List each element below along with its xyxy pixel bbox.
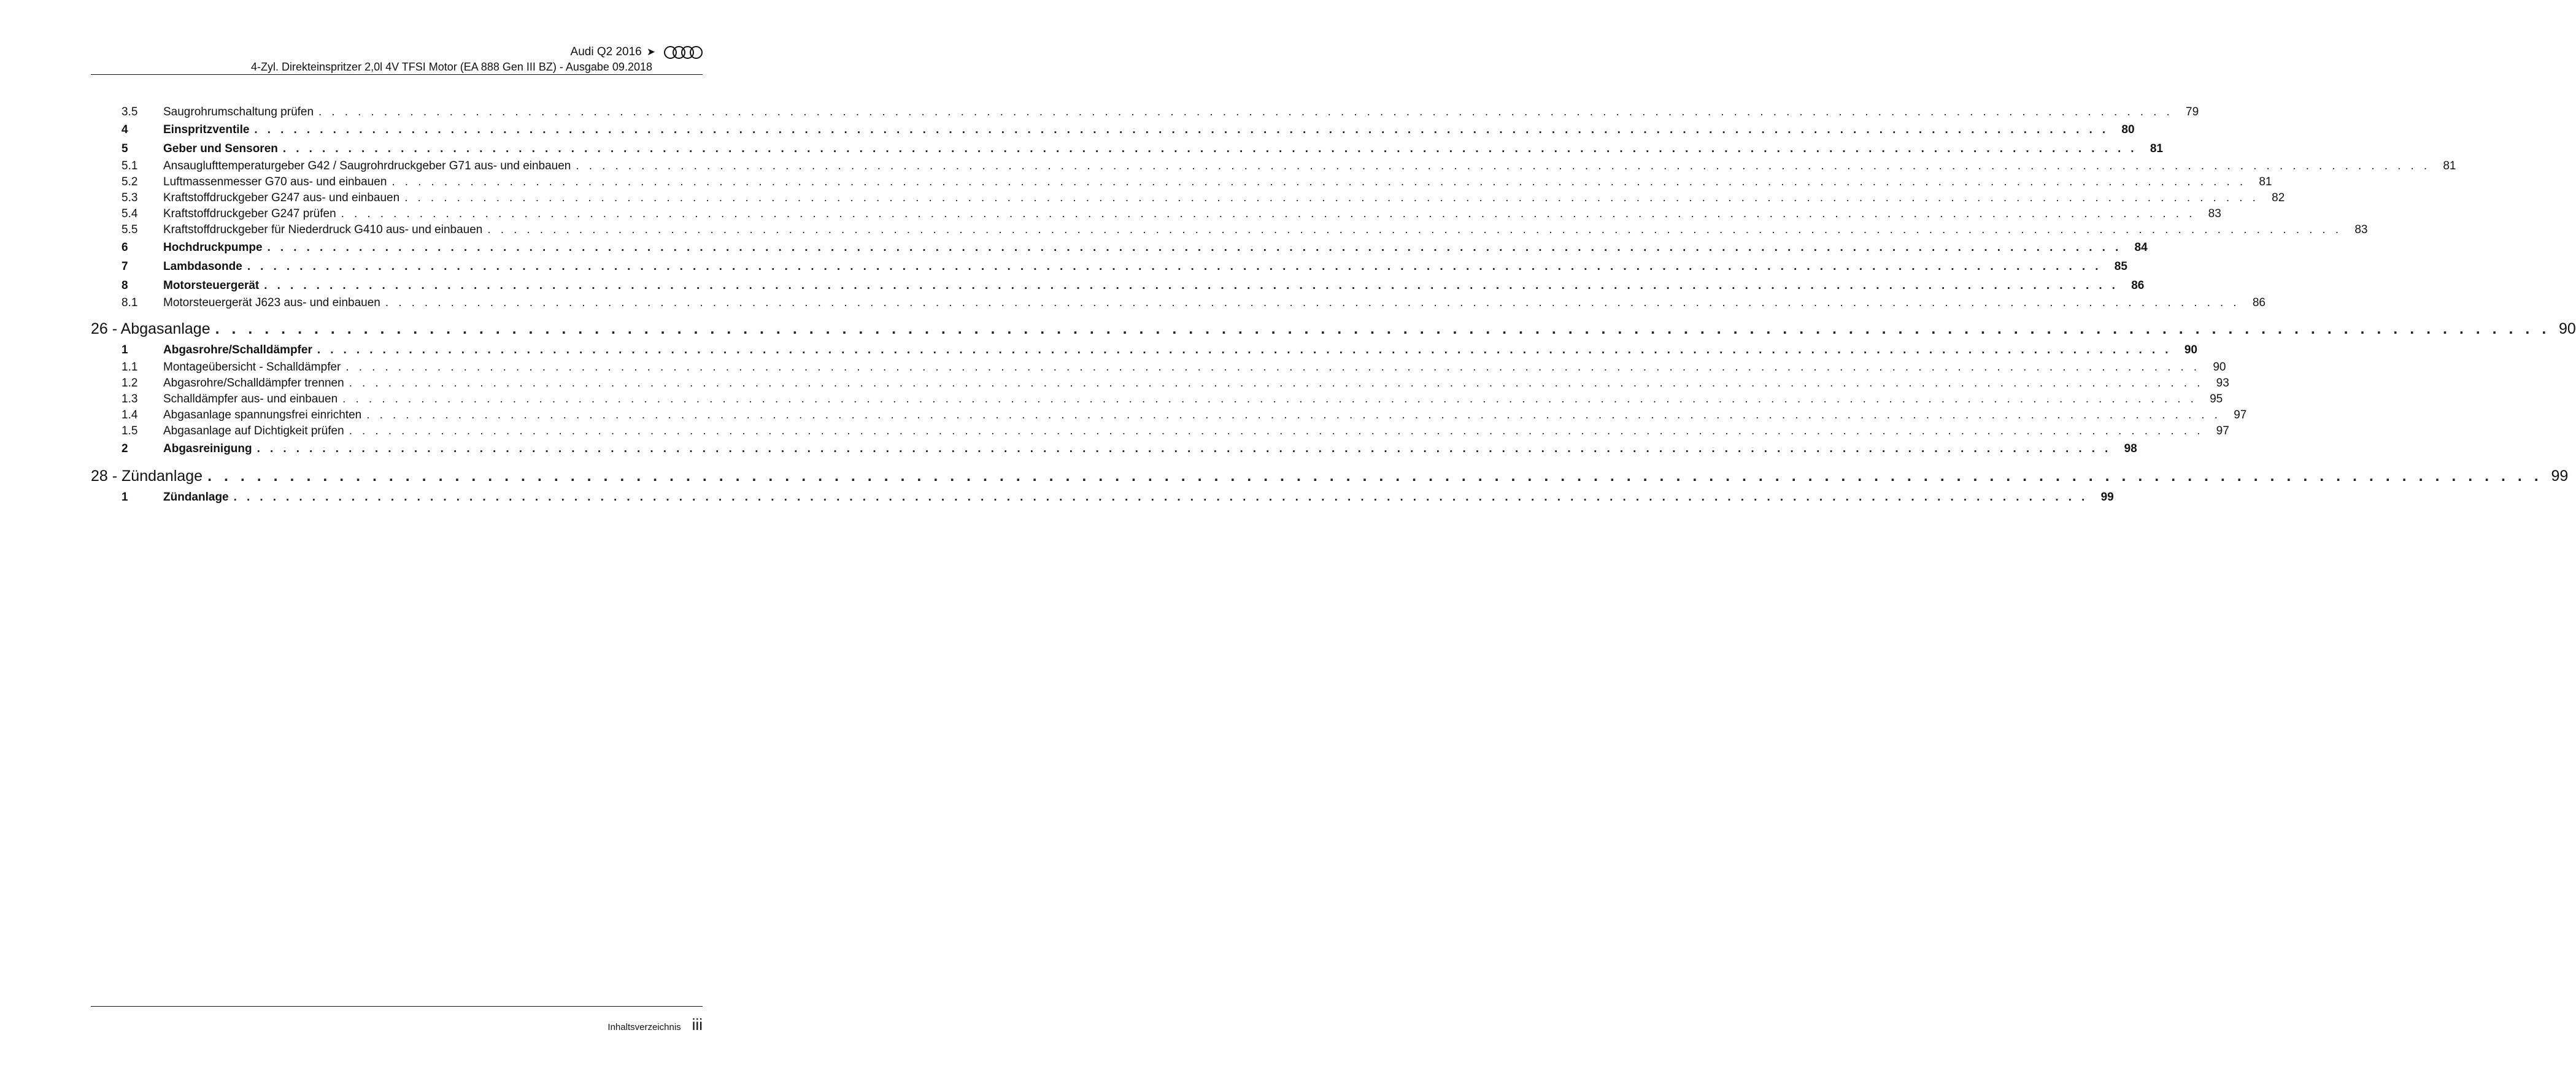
toc-subsection-row[interactable] bbox=[91, 409, 2247, 425]
toc-leader-dots: . . . . . . . . . . . . . . . . . . . . . . . . . . . . . . . . . . . . . . . . . . . . . . . . . . . . . . . . . . . . . . . . . . . . . . . . . . . . . . . . . . . . . . . . . . . . . . . . . . . . . . . . . . . . . . . . . . . . . . . . . . . . . . . . . . . . . . . . . . . . . . bbox=[318, 106, 2173, 118]
toc-entry-page[interactable]: 90 bbox=[2184, 344, 2197, 356]
toc-entry-page[interactable]: 99 bbox=[2551, 467, 2569, 485]
footer-section-label: Inhaltsverzeichnis bbox=[607, 1022, 681, 1032]
toc-entry-number: 5.5 bbox=[121, 223, 138, 236]
toc-entry-page[interactable]: 86 bbox=[2252, 296, 2266, 309]
toc-entry-page[interactable]: 82 bbox=[2272, 191, 2285, 204]
table-of-contents bbox=[91, 106, 2576, 508]
toc-entry-page[interactable]: 90 bbox=[2213, 361, 2226, 374]
toc-entry-number: 5.2 bbox=[121, 175, 138, 188]
toc-entry-title[interactable]: Abgasrohre/Schalldämpfer trennen bbox=[163, 377, 344, 390]
toc-entry-page[interactable]: 97 bbox=[2216, 425, 2229, 437]
toc-entry-page[interactable]: 84 bbox=[2134, 241, 2148, 254]
toc-entry-title[interactable]: Abgasrohre/Schalldämpfer bbox=[163, 344, 312, 356]
toc-subsection-row[interactable] bbox=[91, 296, 2266, 312]
toc-entry-title[interactable]: Abgasanlage auf Dichtigkeit prüfen bbox=[163, 425, 344, 437]
toc-subsection-row[interactable] bbox=[91, 175, 2272, 191]
toc-entry-title[interactable]: Schalldämpfer aus- und einbauen bbox=[163, 393, 338, 405]
toc-leader-dots: . . . . . . . . . . . . . . . . . . . . . . . . . . . . . . . . . . . . . . . . . . . . . . . . . . . . . . . . . . . . . . . . . . . . . . . . . . . . . . . . . . . . . . . . . . . . . . . . . . . . . . . . . . . . . . . . . . . . . . . . . . . . . . . . . . . . . . . . . . . . . . bbox=[317, 344, 2172, 356]
toc-leader-dots: . . . . . . . . . . . . . . . . . . . . . . . . . . . . . . . . . . . . . . . . . . . . . . . . . . . . . . . . . . . . . . . . . . . . . . . . . . . . . . . . . . . . . . . . . . . . . . . . . . . . . . . . . . . . . . . . . . . . . . . . . . . . . . . . . . . . . . . . . . . . . . bbox=[215, 320, 2550, 337]
document-subtitle: 4-Zyl. Direkteinspritzer 2,0l 4V TFSI Motor (EA 888 Gen III BZ) - Ausgabe 09.2018 bbox=[251, 61, 652, 73]
page-footer bbox=[607, 1015, 703, 1034]
toc-entry-title[interactable]: Kraftstoffdruckgeber für Niederdruck G410 aus- und einbauen bbox=[163, 223, 483, 236]
toc-entry-title[interactable]: Geber und Sensoren bbox=[163, 142, 278, 155]
footer-page-number: iii bbox=[692, 1015, 703, 1034]
toc-subsection-row[interactable] bbox=[91, 425, 2229, 440]
header-divider bbox=[91, 74, 703, 75]
toc-subsection-row[interactable] bbox=[91, 191, 2285, 207]
toc-entry-title[interactable]: Einspritzventile bbox=[163, 123, 250, 136]
toc-leader-dots: . . . . . . . . . . . . . . . . . . . . . . . . . . . . . . . . . . . . . . . . . . . . . . . . . . . . . . . . . . . . . . . . . . . . . . . . . . . . . . . . . . . . . . . . . . . . . . . . . . . . . . . . . . . . . . . . . . . . . . . . . . . . . . . . . . . . . . . . . . . . . . bbox=[366, 409, 2221, 421]
toc-entry-number: 4 bbox=[121, 123, 128, 136]
toc-entry-number: 3.5 bbox=[121, 106, 138, 118]
toc-entry-title[interactable]: Kraftstoffdruckgeber G247 aus- und einbauen bbox=[163, 191, 400, 204]
toc-chapter-row[interactable] bbox=[91, 459, 2569, 489]
toc-entry-title[interactable]: Luftmassenmesser G70 aus- und einbauen bbox=[163, 175, 387, 188]
toc-entry-number: 1.5 bbox=[121, 425, 138, 437]
toc-entry-page[interactable]: 98 bbox=[2124, 442, 2137, 455]
audi-rings-icon bbox=[664, 45, 703, 60]
toc-entry-number: 5.4 bbox=[121, 207, 138, 220]
model-title: Audi Q2 2016 bbox=[570, 45, 642, 58]
toc-entry-page[interactable]: 99 bbox=[2100, 491, 2114, 504]
toc-leader-dots: . . . . . . . . . . . . . . . . . . . . . . . . . . . . . . . . . . . . . . . . . . . . . . . . . . . . . . . . . . . . . . . . . . . . . . . . . . . . . . . . . . . . . . . . . . . . . . . . . . . . . . . . . . . . . . . . . . . . . . . . . . . . . . . . . . . . . . . . . . . . . . bbox=[385, 296, 2240, 309]
toc-section-row[interactable] bbox=[91, 277, 2145, 296]
toc-leader-dots: . . . . . . . . . . . . . . . . . . . . . . . . . . . . . . . . . . . . . . . . . . . . . . . . . . . . . . . . . . . . . . . . . . . . . . . . . . . . . . . . . . . . . . . . . . . . . . . . . . . . . . . . . . . . . . . . . . . . . . . . . . . . . . . . . . . . . . . . . . . . . . bbox=[267, 241, 2122, 254]
toc-section-row[interactable] bbox=[91, 239, 2148, 258]
toc-entry-page[interactable]: 81 bbox=[2150, 142, 2163, 155]
toc-subsection-row[interactable] bbox=[91, 207, 2221, 223]
toc-entry-number: 2 bbox=[121, 442, 128, 455]
toc-entry-page[interactable]: 90 bbox=[2558, 320, 2576, 337]
toc-entry-number: 6 bbox=[121, 241, 128, 254]
page-header bbox=[91, 43, 703, 73]
toc-entry-title[interactable]: Montageübersicht - Schalldämpfer bbox=[163, 361, 341, 374]
toc-subsection-row[interactable] bbox=[91, 223, 2368, 239]
toc-leader-dots: . . . . . . . . . . . . . . . . . . . . . . . . . . . . . . . . . . . . . . . . . . . . . . . . . . . . . . . . . . . . . . . . . . . . . . . . . . . . . . . . . . . . . . . . . . . . . . . . . . . . . . . . . . . . . . . . . . . . . . . . . . . . . . . . . . . . . . . . . . . . . . bbox=[207, 467, 2543, 485]
toc-entry-number: 5 bbox=[121, 142, 128, 155]
toc-entry-page[interactable]: 83 bbox=[2208, 207, 2221, 220]
toc-entry-number: 1 bbox=[121, 344, 128, 356]
toc-entry-title[interactable]: 26 - Abgasanlage bbox=[91, 320, 210, 337]
toc-entry-page[interactable]: 95 bbox=[2210, 393, 2223, 405]
toc-leader-dots: . . . . . . . . . . . . . . . . . . . . . . . . . . . . . . . . . . . . . . . . . . . . . . . . . . . . . . . . . . . . . . . . . . . . . . . . . . . . . . . . . . . . . . . . . . . . . . . . . . . . . . . . . . . . . . . . . . . . . . . . . . . . . . . . . . . . . . . . . . . . . . bbox=[391, 175, 2246, 188]
toc-entry-title[interactable]: Abgasreinigung bbox=[163, 442, 252, 455]
toc-entry-page[interactable]: 80 bbox=[2121, 123, 2135, 136]
toc-entry-number: 1.2 bbox=[121, 377, 138, 390]
toc-entry-page[interactable]: 81 bbox=[2259, 175, 2272, 188]
toc-entry-title[interactable]: Saugrohrumschaltung prüfen bbox=[163, 106, 314, 118]
toc-leader-dots: . . . . . . . . . . . . . . . . . . . . . . . . . . . . . . . . . . . . . . . . . . . . . . . . . . . . . . . . . . . . . . . . . . . . . . . . . . . . . . . . . . . . . . . . . . . . . . . . . . . . . . . . . . . . . . . . . . . . . . . . . . . . . . . . . . . . . . . . . . . . . . bbox=[233, 491, 2088, 504]
toc-entry-number: 1.3 bbox=[121, 393, 138, 405]
toc-leader-dots: . . . . . . . . . . . . . . . . . . . . . . . . . . . . . . . . . . . . . . . . . . . . . . . . . . . . . . . . . . . . . . . . . . . . . . . . . . . . . . . . . . . . . . . . . . . . . . . . . . . . . . . . . . . . . . . . . . . . . . . . . . . . . . . . . . . . . . . . . . . . . . bbox=[282, 142, 2137, 155]
toc-entry-number: 5.1 bbox=[121, 159, 138, 172]
toc-entry-number: 8.1 bbox=[121, 296, 138, 309]
toc-entry-title[interactable]: Ansauglufttemperaturgeber G42 / Saugrohrdruckgeber G71 aus- und einbauen bbox=[163, 159, 571, 172]
toc-entry-number: 1 bbox=[121, 491, 128, 504]
toc-leader-dots: . . . . . . . . . . . . . . . . . . . . . . . . . . . . . . . . . . . . . . . . . . . . . . . . . . . . . . . . . . . . . . . . . . . . . . . . . . . . . . . . . . . . . . . . . . . . . . . . . . . . . . . . . . . . . . . . . . . . . . . . . . . . . . . . . . . . . . . . . . . . . . bbox=[576, 159, 2431, 172]
toc-subsection-row[interactable] bbox=[91, 106, 2199, 121]
toc-entry-number: 8 bbox=[121, 279, 128, 292]
toc-leader-dots: . . . . . . . . . . . . . . . . . . . . . . . . . . . . . . . . . . . . . . . . . . . . . . . . . . . . . . . . . . . . . . . . . . . . . . . . . . . . . . . . . . . . . . . . . . . . . . . . . . . . . . . . . . . . . . . . . . . . . . . . . . . . . . . . . . . . . . . . . . . . . . bbox=[264, 279, 2119, 292]
toc-entry-title[interactable]: Motorsteuergerät bbox=[163, 279, 260, 292]
toc-subsection-row[interactable] bbox=[91, 377, 2229, 393]
toc-entry-title[interactable]: 28 - Zündanlage bbox=[91, 467, 203, 485]
toc-subsection-row[interactable] bbox=[91, 393, 2223, 409]
toc-subsection-row[interactable] bbox=[91, 361, 2226, 377]
arrow-right-icon: ➤ bbox=[646, 46, 655, 58]
toc-section-row[interactable] bbox=[91, 440, 2137, 459]
toc-leader-dots: . . . . . . . . . . . . . . . . . . . . . . . . . . . . . . . . . . . . . . . . . . . . . . . . . . . . . . . . . . . . . . . . . . . . . . . . . . . . . . . . . . . . . . . . . . . . . . . . . . . . . . . . . . . . . . . . . . . . . . . . . . . . . . . . . . . . . . . . . . . . . . bbox=[349, 377, 2204, 390]
toc-leader-dots: . . . . . . . . . . . . . . . . . . . . . . . . . . . . . . . . . . . . . . . . . . . . . . . . . . . . . . . . . . . . . . . . . . . . . . . . . . . . . . . . . . . . . . . . . . . . . . . . . . . . . . . . . . . . . . . . . . . . . . . . . . . . . . . . . . . . . . . . . . . . . . bbox=[349, 425, 2204, 437]
toc-entry-title[interactable]: Abgasanlage spannungsfrei einrichten bbox=[163, 409, 362, 421]
header-top-line bbox=[91, 43, 703, 61]
toc-leader-dots: . . . . . . . . . . . . . . . . . . . . . . . . . . . . . . . . . . . . . . . . . . . . . . . . . . . . . . . . . . . . . . . . . . . . . . . . . . . . . . . . . . . . . . . . . . . . . . . . . . . . . . . . . . . . . . . . . . . . . . . . . . . . . . . . . . . . . . . . . . . . . . bbox=[342, 393, 2197, 405]
footer-divider bbox=[91, 1006, 703, 1007]
toc-entry-page[interactable]: 79 bbox=[2186, 106, 2199, 118]
toc-entry-number: 5.3 bbox=[121, 191, 138, 204]
toc-section-row[interactable] bbox=[91, 342, 2197, 361]
toc-leader-dots: . . . . . . . . . . . . . . . . . . . . . . . . . . . . . . . . . . . . . . . . . . . . . . . . . . . . . . . . . . . . . . . . . . . . . . . . . . . . . . . . . . . . . . . . . . . . . . . . . . . . . . . . . . . . . . . . . . . . . . . . . . . . . . . . . . . . . . . . . . . . . . bbox=[341, 207, 2196, 220]
toc-leader-dots: . . . . . . . . . . . . . . . . . . . . . . . . . . . . . . . . . . . . . . . . . . . . . . . . . . . . . . . . . . . . . . . . . . . . . . . . . . . . . . . . . . . . . . . . . . . . . . . . . . . . . . . . . . . . . . . . . . . . . . . . . . . . . . . . . . . . . . . . . . . . . . bbox=[254, 123, 2109, 136]
toc-leader-dots: . . . . . . . . . . . . . . . . . . . . . . . . . . . . . . . . . . . . . . . . . . . . . . . . . . . . . . . . . . . . . . . . . . . . . . . . . . . . . . . . . . . . . . . . . . . . . . . . . . . . . . . . . . . . . . . . . . . . . . . . . . . . . . . . . . . . . . . . . . . . . . bbox=[487, 223, 2342, 236]
toc-entry-title[interactable]: Motorsteuergerät J623 aus- und einbauen bbox=[163, 296, 380, 309]
toc-entry-page[interactable]: 97 bbox=[2234, 409, 2247, 421]
toc-entry-title[interactable]: Zündanlage bbox=[163, 491, 229, 504]
toc-leader-dots: . . . . . . . . . . . . . . . . . . . . . . . . . . . . . . . . . . . . . . . . . . . . . . . . . . . . . . . . . . . . . . . . . . . . . . . . . . . . . . . . . . . . . . . . . . . . . . . . . . . . . . . . . . . . . . . . . . . . . . . . . . . . . . . . . . . . . . . . . . . . . . bbox=[404, 191, 2259, 204]
toc-subsection-row[interactable] bbox=[91, 159, 2456, 175]
toc-leader-dots: . . . . . . . . . . . . . . . . . . . . . . . . . . . . . . . . . . . . . . . . . . . . . . . . . . . . . . . . . . . . . . . . . . . . . . . . . . . . . . . . . . . . . . . . . . . . . . . . . . . . . . . . . . . . . . . . . . . . . . . . . . . . . . . . . . . . . . . . . . . . . . bbox=[247, 260, 2102, 273]
toc-entry-number: 1.1 bbox=[121, 361, 138, 374]
toc-entry-title[interactable]: Hochdruckpumpe bbox=[163, 241, 263, 254]
toc-entry-title[interactable]: Kraftstoffdruckgeber G247 prüfen bbox=[163, 207, 336, 220]
toc-section-row[interactable] bbox=[91, 140, 2163, 159]
toc-entry-number: 7 bbox=[121, 260, 128, 273]
toc-entry-title[interactable]: Lambdasonde bbox=[163, 260, 242, 273]
toc-entry-page[interactable]: 85 bbox=[2114, 260, 2127, 273]
toc-leader-dots: . . . . . . . . . . . . . . . . . . . . . . . . . . . . . . . . . . . . . . . . . . . . . . . . . . . . . . . . . . . . . . . . . . . . . . . . . . . . . . . . . . . . . . . . . . . . . . . . . . . . . . . . . . . . . . . . . . . . . . . . . . . . . . . . . . . . . . . . . . . . . . bbox=[256, 442, 2111, 455]
toc-chapter-row[interactable] bbox=[91, 312, 2576, 342]
toc-leader-dots: . . . . . . . . . . . . . . . . . . . . . . . . . . . . . . . . . . . . . . . . . . . . . . . . . . . . . . . . . . . . . . . . . . . . . . . . . . . . . . . . . . . . . . . . . . . . . . . . . . . . . . . . . . . . . . . . . . . . . . . . . . . . . . . . . . . . . . . . . . . . . . bbox=[345, 361, 2200, 374]
toc-section-row[interactable] bbox=[91, 258, 2127, 277]
toc-entry-page[interactable]: 86 bbox=[2131, 279, 2145, 292]
toc-entry-number: 1.4 bbox=[121, 409, 138, 421]
toc-section-row[interactable] bbox=[91, 121, 2135, 140]
toc-entry-page[interactable]: 83 bbox=[2354, 223, 2368, 236]
toc-entry-page[interactable]: 93 bbox=[2216, 377, 2229, 390]
toc-entry-page[interactable]: 81 bbox=[2443, 159, 2456, 172]
toc-section-row[interactable] bbox=[91, 489, 2114, 508]
